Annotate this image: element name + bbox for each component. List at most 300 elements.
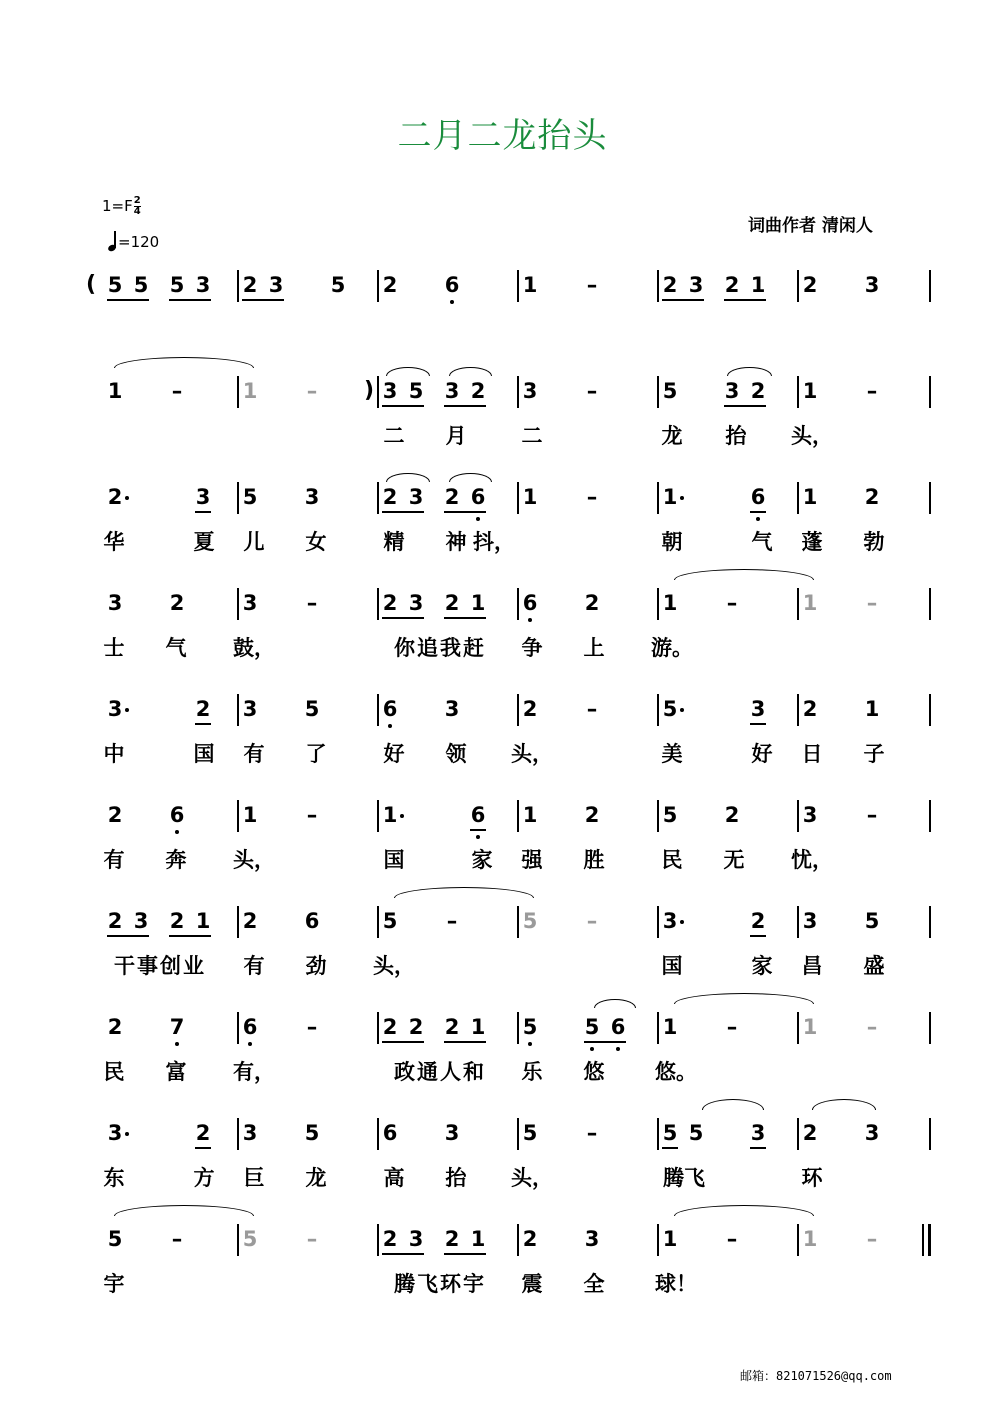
lyric-text: 子: [863, 742, 885, 766]
lyric-text: 民: [661, 848, 683, 872]
lyric-text: 龙: [661, 424, 683, 448]
lyric-text: 勃: [863, 530, 885, 554]
score-note: 2: [195, 697, 211, 721]
score-note: 1: [662, 1227, 678, 1251]
score-note: 2: [107, 909, 123, 933]
lyric-text: 忧，: [791, 848, 833, 872]
tie-slur: [674, 1205, 814, 1216]
eighth-underline: [724, 299, 766, 301]
lyric-text: 盛: [863, 954, 885, 978]
barline: [377, 906, 379, 938]
lyric-text: 好: [751, 742, 773, 766]
score-note: 2: [522, 1227, 538, 1251]
barline: [377, 270, 379, 302]
score-note: 5: [662, 803, 678, 827]
score-note: –: [726, 1227, 738, 1251]
eighth-underline: [662, 1147, 678, 1149]
score-note: 6: [470, 485, 486, 509]
barline: [237, 270, 239, 302]
score-note: –: [586, 273, 598, 297]
score-note: 3: [195, 273, 211, 297]
barline: [657, 270, 659, 302]
score-note: 6: [242, 1015, 258, 1039]
augmentation-dot: [125, 1132, 129, 1136]
lyric-text: 无: [723, 848, 745, 872]
score-note: 1: [522, 485, 538, 509]
lyric-text: 华: [103, 530, 125, 554]
augmentation-dot: [400, 814, 404, 818]
lyric-text: 领: [445, 742, 467, 766]
lyric-text: 高: [383, 1166, 405, 1190]
score-note: 3: [444, 379, 460, 403]
lyric-text: 游。: [651, 636, 693, 660]
score-note: 2: [444, 1015, 460, 1039]
score-note: –: [866, 1227, 878, 1251]
lyric-text: 国: [383, 848, 405, 872]
eighth-underline: [750, 935, 766, 937]
lyric-text: 悠。: [655, 1060, 697, 1084]
eighth-underline: [662, 299, 704, 301]
barline: [377, 376, 379, 408]
lyric-text: 民: [103, 1060, 125, 1084]
lyric-text: 气: [165, 636, 187, 660]
barline: [929, 800, 931, 832]
lyric-text: 东: [103, 1166, 125, 1190]
lyric-text: 头，: [791, 424, 833, 448]
lyric-text: 全: [583, 1272, 605, 1296]
score-note: 1: [242, 803, 258, 827]
lyric-text: 美: [661, 742, 683, 766]
score-note: 3: [268, 273, 284, 297]
barline: [929, 376, 931, 408]
barline: [922, 1224, 924, 1256]
score-note: 5: [107, 1227, 123, 1251]
score-note: 6: [522, 591, 538, 615]
score-note: 3: [688, 273, 704, 297]
score-note: 3: [724, 379, 740, 403]
tie-slur: [594, 999, 636, 1008]
lyric-text: 宇: [103, 1272, 125, 1296]
lyric-text: 头，: [373, 954, 415, 978]
barline: [797, 588, 799, 620]
score-note: 1: [802, 485, 818, 509]
barline: [517, 1012, 519, 1044]
eighth-underline: [382, 1253, 424, 1255]
lyric-text: 好: [383, 742, 405, 766]
barline: [237, 906, 239, 938]
score-note: 3: [750, 1121, 766, 1145]
score-note: 3: [864, 1121, 880, 1145]
lyric-text: 精: [383, 530, 405, 554]
score-note: 2: [107, 1015, 123, 1039]
score-note: –: [306, 803, 318, 827]
score-note: 3: [382, 379, 398, 403]
tempo-value: =120: [118, 233, 160, 251]
barline: [377, 1118, 379, 1150]
score-note: 2: [444, 485, 460, 509]
score-note: 1: [802, 591, 818, 615]
score-note: 1: [522, 273, 538, 297]
score-note: 2: [242, 909, 258, 933]
score-note: 5: [408, 379, 424, 403]
score-note: 2: [382, 591, 398, 615]
score-note: 3: [242, 1121, 258, 1145]
tie-slur: [114, 1205, 254, 1216]
lyric-text: 龙: [305, 1166, 327, 1190]
score-note: –: [586, 485, 598, 509]
score-note: 5: [242, 485, 258, 509]
lower-octave-dot: [175, 1042, 179, 1046]
contact-email: 邮箱：821071526@qq.com: [740, 1369, 892, 1383]
score-note: 6: [169, 803, 185, 827]
lyric-text: 你追我赶: [394, 636, 486, 660]
lyric-text: 家: [751, 954, 773, 978]
lyric-text: 巨: [243, 1166, 265, 1190]
score-note: –: [866, 803, 878, 827]
final-barline: [928, 1224, 931, 1256]
barline: [797, 1012, 799, 1044]
barline: [657, 800, 659, 832]
tie-slur: [114, 357, 254, 368]
eighth-underline: [750, 511, 766, 513]
score-note: 3: [107, 1121, 123, 1145]
barline: [929, 482, 931, 514]
score-note: 1: [195, 909, 211, 933]
barline: [657, 1118, 659, 1150]
barline: [929, 1012, 931, 1044]
score-note: 2: [662, 273, 678, 297]
lyric-text: 头，: [233, 848, 275, 872]
score-note: 5: [584, 1015, 600, 1039]
score-note: 2: [382, 273, 398, 297]
score-note: 2: [242, 273, 258, 297]
barline: [517, 482, 519, 514]
lyric-text: 家: [471, 848, 493, 872]
lyric-text: 震: [521, 1272, 543, 1296]
augmentation-dot: [680, 920, 684, 924]
lyric-text: 胜: [583, 848, 605, 872]
score-note: 2: [107, 803, 123, 827]
score-note: –: [726, 591, 738, 615]
lower-octave-dot: [590, 1047, 594, 1051]
tie-slur: [674, 569, 814, 580]
score-note: 2: [382, 1227, 398, 1251]
barline: [797, 482, 799, 514]
barline: [237, 800, 239, 832]
barline: [377, 482, 379, 514]
lyric-text: 环: [801, 1166, 823, 1190]
eighth-underline: [444, 511, 486, 513]
eighth-underline: [169, 935, 211, 937]
score-note: 3: [444, 697, 460, 721]
score-note: 2: [107, 485, 123, 509]
barline: [517, 694, 519, 726]
barline: [797, 376, 799, 408]
score-note: 3: [107, 591, 123, 615]
eighth-underline: [750, 1147, 766, 1149]
score-note: 1: [750, 273, 766, 297]
score-note: –: [586, 379, 598, 403]
score-note: 5: [242, 1227, 258, 1251]
score-note: 1: [662, 1015, 678, 1039]
lyric-text: 国: [193, 742, 215, 766]
barline: [517, 270, 519, 302]
lyric-text: 争: [521, 636, 543, 660]
lyric-text: 干事创业: [114, 954, 206, 978]
eighth-underline: [169, 299, 211, 301]
lyric-text: 头，: [511, 1166, 553, 1190]
score-note: 1: [662, 591, 678, 615]
score-note: 5: [330, 273, 346, 297]
score-note: 5: [662, 697, 678, 721]
eighth-underline: [382, 405, 424, 407]
barline: [517, 376, 519, 408]
score-note: 5: [382, 909, 398, 933]
score-note: 6: [382, 697, 398, 721]
key-text: 1=F: [102, 197, 133, 215]
lyric-text: 二: [521, 424, 543, 448]
barline: [929, 906, 931, 938]
score-note: 2: [724, 803, 740, 827]
lower-octave-dot: [248, 1042, 252, 1046]
tie-slur: [449, 473, 492, 482]
barline: [797, 694, 799, 726]
lower-octave-dot: [450, 300, 454, 304]
lyric-text: 有: [243, 954, 265, 978]
eighth-underline: [444, 1041, 486, 1043]
score-note: –: [306, 591, 318, 615]
score-note: 6: [470, 803, 486, 827]
eighth-underline: [107, 299, 149, 301]
score-note: 5: [688, 1121, 704, 1145]
eighth-underline: [584, 1041, 626, 1043]
eighth-underline: [195, 723, 211, 725]
score-note: 2: [802, 273, 818, 297]
lyric-text: 有: [243, 742, 265, 766]
score-note: 2: [169, 591, 185, 615]
time-denominator: 4: [133, 206, 141, 217]
lyric-text: 儿: [243, 530, 265, 554]
score-note: 2: [584, 803, 600, 827]
barline: [377, 694, 379, 726]
score-note: 2: [750, 379, 766, 403]
barline: [797, 800, 799, 832]
author-credit: 词曲作者 清闲人: [748, 216, 873, 236]
lower-octave-dot: [616, 1047, 620, 1051]
barline: [657, 1012, 659, 1044]
augmentation-dot: [125, 708, 129, 712]
score-note: –: [866, 591, 878, 615]
score-note: 6: [610, 1015, 626, 1039]
score-note: 1: [470, 591, 486, 615]
score-note: 2: [522, 697, 538, 721]
lyric-text: 有: [103, 848, 125, 872]
lyric-text: 中: [103, 742, 125, 766]
barline: [929, 694, 931, 726]
lyric-text: 神: [445, 530, 467, 554]
score-note: 6: [382, 1121, 398, 1145]
score-note: 3: [107, 697, 123, 721]
barline: [797, 270, 799, 302]
lyric-text: 球！: [655, 1272, 697, 1296]
score-note: 5: [133, 273, 149, 297]
score-note: 2: [195, 1121, 211, 1145]
barline: [377, 800, 379, 832]
lyric-text: 劲: [305, 954, 327, 978]
score-note: 2: [382, 485, 398, 509]
barline: [517, 588, 519, 620]
score-note: –: [306, 379, 318, 403]
eighth-underline: [444, 405, 486, 407]
score-note: 2: [802, 1121, 818, 1145]
tie-slur: [674, 993, 814, 1004]
score-note: 1: [864, 697, 880, 721]
lyric-text: 有，: [233, 1060, 275, 1084]
barline: [797, 1224, 799, 1256]
score-note: 2: [444, 1227, 460, 1251]
lyric-text: 了: [305, 742, 327, 766]
eighth-underline: [470, 829, 486, 831]
barline: [377, 1224, 379, 1256]
lyric-text: 朝: [661, 530, 683, 554]
lyric-text: 国: [661, 954, 683, 978]
score-note: 1: [662, 485, 678, 509]
barline: [517, 1224, 519, 1256]
tie-slur: [386, 367, 430, 376]
score-note: 1: [802, 379, 818, 403]
barline: [237, 482, 239, 514]
lyric-text: 乐: [521, 1060, 543, 1084]
score-note: 5: [662, 379, 678, 403]
score-note: –: [586, 1121, 598, 1145]
score-note: 2: [724, 273, 740, 297]
augmentation-dot: [680, 708, 684, 712]
barline: [237, 694, 239, 726]
lyric-text: 政通人和: [394, 1060, 486, 1084]
score-note: 1: [242, 379, 258, 403]
barline: [797, 1118, 799, 1150]
eighth-underline: [382, 617, 424, 619]
eighth-underline: [107, 935, 149, 937]
score-note: 5: [304, 1121, 320, 1145]
lyric-text: 日: [801, 742, 823, 766]
score-note: 5: [169, 273, 185, 297]
score-note: 7: [169, 1015, 185, 1039]
lyric-text: 鼓，: [233, 636, 275, 660]
barline: [517, 1118, 519, 1150]
lyric-text: 二: [383, 424, 405, 448]
lyric-text: 士: [103, 636, 125, 660]
score-note: 3: [242, 697, 258, 721]
eighth-underline: [724, 405, 766, 407]
score-note: 3: [195, 485, 211, 509]
lyric-text: 富: [165, 1060, 187, 1084]
barline: [929, 1118, 931, 1150]
score-note: 1: [107, 379, 123, 403]
score-note: 2: [382, 1015, 398, 1039]
lyric-text: 头，: [511, 742, 553, 766]
score-note: 6: [304, 909, 320, 933]
lyric-text: 蓬: [801, 530, 823, 554]
eighth-underline: [444, 617, 486, 619]
barline: [517, 800, 519, 832]
score-note: 5: [662, 1121, 678, 1145]
score-note: 5: [304, 697, 320, 721]
score-note: 3: [408, 591, 424, 615]
score-note: 6: [444, 273, 460, 297]
lyric-text: 女: [305, 530, 327, 554]
augmentation-dot: [680, 496, 684, 500]
score-note: 6: [750, 485, 766, 509]
score-note: 3: [242, 591, 258, 615]
score-note: 1: [382, 803, 398, 827]
score-note: 1: [802, 1227, 818, 1251]
barline: [237, 588, 239, 620]
lyric-text: 抬: [725, 424, 747, 448]
tie-slur: [812, 1099, 876, 1110]
tie-slur: [386, 473, 430, 482]
eighth-underline: [444, 1253, 486, 1255]
score-note: 5: [522, 1121, 538, 1145]
lyric-text: 月: [445, 424, 467, 448]
score-note: 3: [864, 273, 880, 297]
lower-octave-dot: [175, 830, 179, 834]
score-note: 1: [522, 803, 538, 827]
score-note: –: [446, 909, 458, 933]
lower-octave-dot: [476, 517, 480, 521]
close-parenthesis: ): [364, 378, 375, 403]
score-note: 1: [470, 1227, 486, 1251]
barline: [929, 270, 931, 302]
eighth-underline: [382, 1041, 424, 1043]
score-note: 2: [584, 591, 600, 615]
lyric-text: 强: [521, 848, 543, 872]
score-note: 5: [522, 1015, 538, 1039]
barline: [237, 1012, 239, 1044]
score-note: 3: [802, 803, 818, 827]
song-title: 二月二龙抬头: [397, 116, 608, 156]
lyric-text: 上: [583, 636, 605, 660]
score-note: 2: [864, 485, 880, 509]
barline: [657, 588, 659, 620]
score-note: –: [586, 697, 598, 721]
barline: [517, 906, 519, 938]
lyric-text: 方: [193, 1166, 215, 1190]
score-note: 5: [107, 273, 123, 297]
score-note: –: [586, 909, 598, 933]
score-note: –: [726, 1015, 738, 1039]
eighth-underline: [242, 299, 284, 301]
score-note: 3: [750, 697, 766, 721]
lyric-text: 气: [751, 530, 773, 554]
score-note: –: [306, 1015, 318, 1039]
score-note: 5: [864, 909, 880, 933]
eighth-underline: [195, 1147, 211, 1149]
score-note: –: [866, 1015, 878, 1039]
score-note: 3: [304, 485, 320, 509]
score-note: –: [306, 1227, 318, 1251]
score-note: 3: [133, 909, 149, 933]
barline: [237, 1118, 239, 1150]
barline: [377, 1012, 379, 1044]
open-parenthesis: (: [86, 272, 97, 297]
barline: [929, 588, 931, 620]
lower-octave-dot: [476, 835, 480, 839]
barline: [657, 482, 659, 514]
barline: [237, 376, 239, 408]
lyric-text: 奔: [165, 848, 187, 872]
lyric-text: 腾飞: [663, 1166, 705, 1190]
